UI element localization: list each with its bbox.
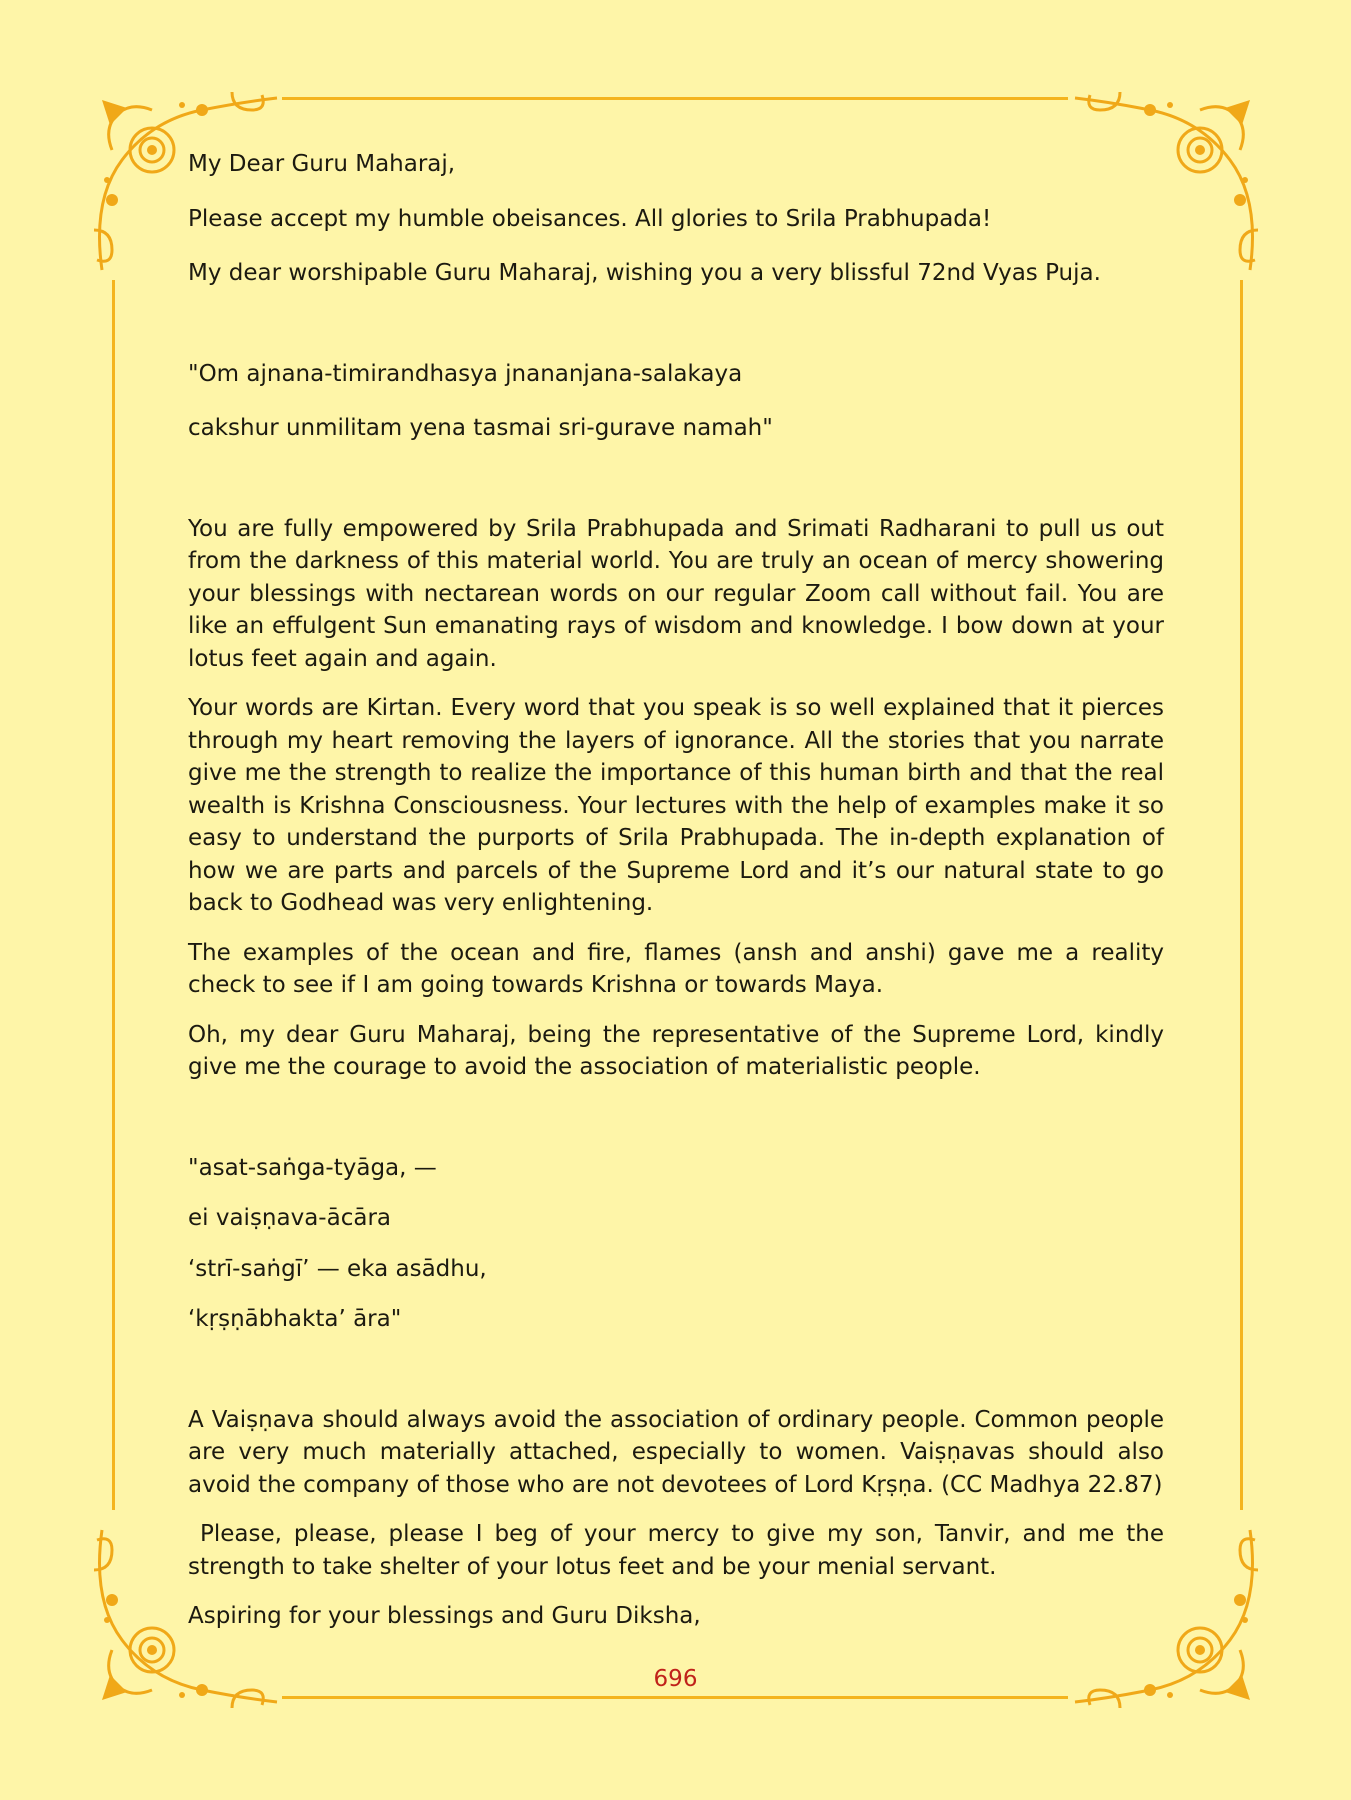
plea-paragraph: Please, please, please I beg of your mercy to give my son, Tanvir, and me the strength to take shelter of your lotus feet and be your menial servant.	[188, 1521, 1172, 1580]
page-number: 696	[653, 1666, 698, 1692]
verse-line-3: ‘strī-saṅgī’ — eka asādhu,	[188, 1255, 487, 1282]
mantra-line-2: cakshur unmilitam yena tasmai sri-gurave namah"	[188, 415, 773, 441]
verse-line-1: "asat-saṅga-tyāga, —	[188, 1154, 437, 1181]
verse-line-4: ‘kṛṣṇābhakta’ āra"	[188, 1306, 402, 1332]
greeting-line: My dear worshipable Guru Maharaj, wishing you a very blissful 72nd Vyas Puja.	[188, 260, 1101, 286]
paragraph-3: The examples of the ocean and fire, flames (ansh and anshi) gave me a reality check to see if I am going towards Krishna or towards Maya.	[188, 939, 1164, 998]
paragraph-4: Oh, my dear Guru Maharaj, being the representative of the Supreme Lord, kindly give me the courage to avoid the association of materialistic people.	[188, 1021, 1164, 1080]
paragraph-1: You are fully empowered by Srila Prabhupada and Srimati Radharani to pull us out from the darkness of this material world. You are truly an ocean of mercy showering your blessings with nectarean words on our regular Zoom call without fail. You are like an effulgent Sun emanating rays of wisdom and knowledge. I bow down at your lotus feet again and again.	[188, 515, 1164, 672]
border-bottom-line	[282, 1696, 1068, 1699]
border-right-line	[1240, 280, 1243, 1510]
border-left-line	[112, 280, 115, 1510]
verse-line-2: ei vaiṣṇava-ācāra	[188, 1205, 391, 1231]
closing-line: Aspiring for your blessings and Guru Diksha,	[188, 1603, 701, 1629]
paragraph-2: Your words are Kirtan. Every word that you speak is so well explained that it pierces through my heart removing the layers of ignorance. All the stories that you narrate give me the strength to realize the importance of this human birth and that the real wealth is Krishna Consciousness. Your lectures with the help of examples make it so easy to understand the purports of Srila Prabhupada. The in-depth explanation of how we are parts and parcels of the Supreme Lord and it’s our natural state to go back to Godhead was very enlightening.	[188, 695, 1164, 916]
mantra-line-1: "Om ajnana-timirandhasya jnananjana-salakaya	[188, 360, 743, 387]
purport-paragraph: A Vaiṣṇava should always avoid the association of ordinary people. Common people are very much materially attached, especially to women. Vaiṣṇavas should also avoid the company of those who are not devotees of Lord Kṛṣṇa. (CC Madhya 22.87)	[188, 1406, 1164, 1498]
letter-body	[188, 148, 1172, 1633]
border-top-line	[282, 97, 1068, 100]
obeisance-line: Please accept my humble obeisances. All glories to Srila Prabhupada!	[188, 205, 992, 232]
salutation: My Dear Guru Maharaj,	[188, 151, 456, 177]
